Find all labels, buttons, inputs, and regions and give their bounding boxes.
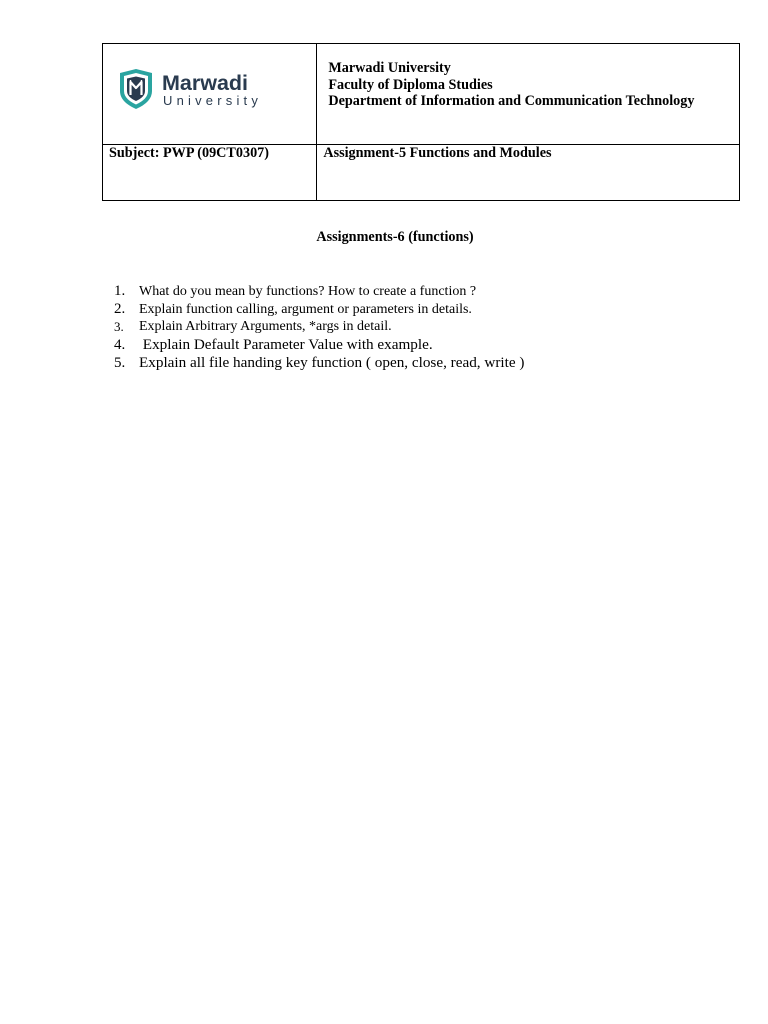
university-info bbox=[317, 44, 740, 145]
question-text: Explain function calling, argument or parameters in details. bbox=[139, 301, 472, 317]
list-item bbox=[114, 283, 524, 301]
list-item bbox=[114, 354, 524, 373]
question-text: What do you mean by functions? How to create a function ? bbox=[139, 284, 477, 299]
subject-cell: Subject: PWP (09CT0307) bbox=[103, 145, 317, 201]
header-row-top bbox=[103, 44, 740, 145]
header-row-bottom bbox=[103, 145, 740, 201]
list-item bbox=[114, 301, 524, 319]
list-item bbox=[114, 318, 524, 336]
question-number: 4. bbox=[114, 336, 126, 353]
question-number: 3. bbox=[114, 319, 124, 334]
shield-icon bbox=[120, 69, 152, 109]
faculty-name: Faculty of Diploma Studies bbox=[328, 76, 493, 93]
logo-subtext: University bbox=[163, 93, 263, 108]
question-number: 5. bbox=[114, 355, 126, 371]
university-name: Marwadi University bbox=[328, 60, 451, 76]
logo-cell bbox=[103, 44, 317, 145]
department-name: Department of Information and Communication Technology bbox=[328, 93, 695, 109]
question-number: 1. bbox=[114, 283, 126, 299]
document-title: Assignments-6 (functions) bbox=[316, 229, 474, 245]
question-number: 2. bbox=[114, 300, 126, 317]
question-text: Explain Default Parameter Value with example. bbox=[139, 335, 433, 353]
list-item bbox=[114, 336, 524, 355]
question-text: Explain Arbitrary Arguments, *args in detail. bbox=[139, 319, 392, 334]
header-table bbox=[102, 43, 740, 201]
logo-wordmark: Marwadi bbox=[162, 71, 249, 95]
marwadi-logo bbox=[118, 69, 283, 109]
assignment-cell: Assignment-5 Functions and Modules bbox=[317, 145, 740, 201]
question-text: Explain all file handing key function ( open, close, read, write ) bbox=[139, 354, 525, 371]
question-list bbox=[114, 283, 524, 373]
